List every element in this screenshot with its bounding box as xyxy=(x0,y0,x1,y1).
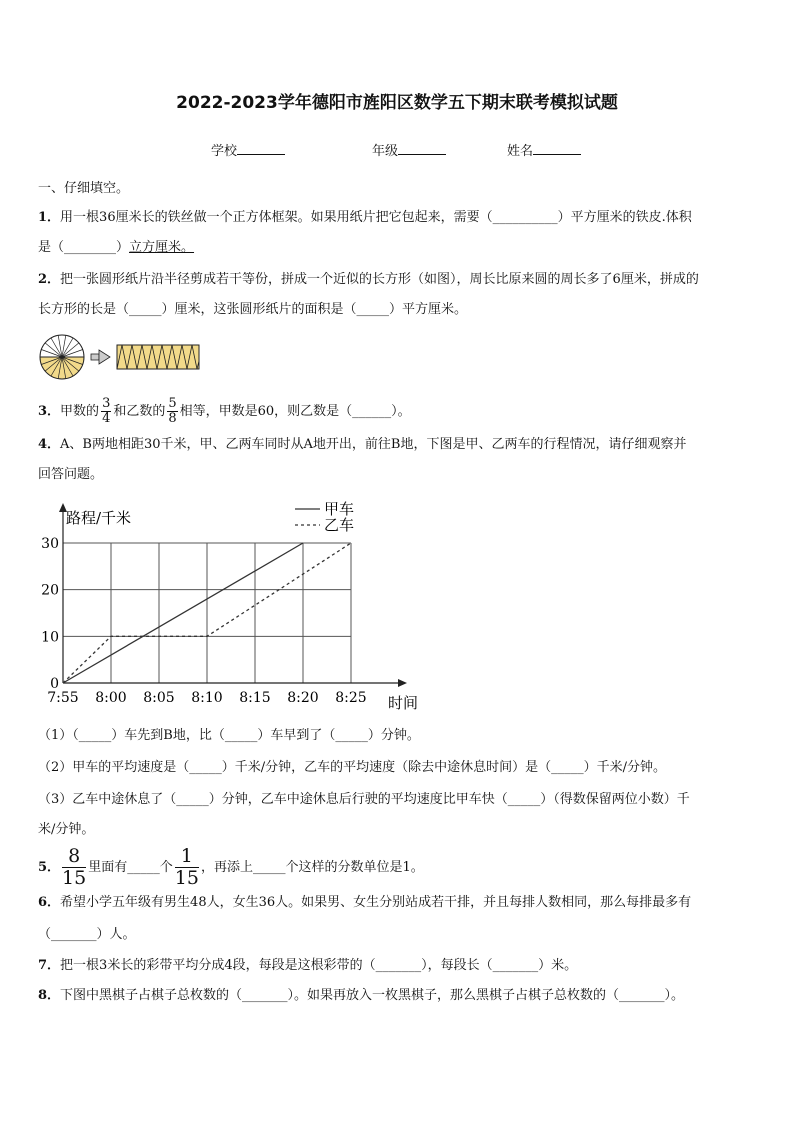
travel-chart xyxy=(30,498,430,713)
question-4-sub-3b: 米/分钟。 xyxy=(38,822,95,837)
question-3-text-c: 相等，甲数是60，则乙数是（______）。 xyxy=(179,404,411,419)
x-tick-label: 7:55 xyxy=(47,690,79,706)
question-1-text-2b: 立方厘米。 xyxy=(129,240,195,255)
question-5 xyxy=(38,846,758,889)
question-4-line-2: 回答问题。 xyxy=(38,467,104,482)
question-4-number: 4． xyxy=(38,437,61,452)
fraction-numerator: 1 xyxy=(175,846,199,868)
y-tick-labels xyxy=(41,536,59,692)
question-2-line-2: 长方形的长是（_____）厘米，这张圆形纸片的面积是（_____）平方厘米。 xyxy=(38,302,468,317)
question-4-sub-2: （2）甲车的平均速度是（_____）千米/分钟，乙车的平均速度（除去中途休息时间）是（_____）千米/分钟。 xyxy=(38,760,667,775)
circle-to-rectangle-figure xyxy=(38,333,203,381)
question-7 xyxy=(38,958,758,974)
question-1-line-2 xyxy=(38,240,758,256)
question-4-text-1: A、B两地相距30千米，甲、乙两车同时从A地开出，前往B地，下图是甲、乙两车的行程情况，请仔细观察并 xyxy=(60,437,687,452)
fraction-3-4 xyxy=(101,397,111,426)
question-1-text-1: 用一根36厘米长的铁丝做一个正方体框架。如果用纸片把它包起来，需要（__________）平方厘米的铁皮.体积 xyxy=(60,210,692,225)
question-3 xyxy=(38,397,758,426)
circle-figure xyxy=(40,335,84,379)
arrow-icon xyxy=(91,350,110,364)
question-3-number: 3． xyxy=(38,404,61,419)
fraction-numerator: 8 xyxy=(62,846,86,868)
page-title: 2022-2023学年德阳市旌阳区数学五下期末联考模拟试题 xyxy=(176,93,618,113)
question-1-text-2a: 是（________） xyxy=(38,240,130,255)
x-tick-label: 8:05 xyxy=(143,690,175,706)
question-4-sub-3a: （3）乙车中途休息了（_____）分钟，乙车中途休息后行驶的平均速度比甲车快（_____）（得数保留两位小数）千 xyxy=(38,792,690,807)
question-1-line-1 xyxy=(38,210,758,226)
chart-grid xyxy=(63,543,351,683)
question-6-number: 6． xyxy=(38,895,61,910)
question-2-number: 2． xyxy=(38,272,61,287)
question-4-sub-1: （1）（_____）车先到B地，比（_____）车早到了（_____）分钟。 xyxy=(38,728,420,743)
y-tick-label: 0 xyxy=(50,676,59,692)
question-1-number: 1． xyxy=(38,210,61,225)
question-7-text: 把一根3米长的彩带平均分成4段，每段是这根彩带的（_______），每段长（_______）米。 xyxy=(60,958,578,973)
x-tick-labels xyxy=(47,690,366,706)
x-tick-label: 8:25 xyxy=(335,690,367,706)
x-tick-label: 8:20 xyxy=(287,690,319,706)
question-3-text-a: 甲数的 xyxy=(60,404,100,419)
grade-blank[interactable] xyxy=(398,142,446,155)
school-field[interactable] xyxy=(211,140,285,159)
fraction-denominator: 8 xyxy=(168,411,177,426)
question-6-text-1: 希望小学五年级有男生48人，女生36人。如果男、女生分别站成若干排，并且每排人数相同，那么每排最多有 xyxy=(60,895,692,910)
fraction-1-15 xyxy=(175,846,199,889)
x-axis-label: 时间 xyxy=(388,694,419,712)
question-8 xyxy=(38,988,758,1004)
name-blank[interactable] xyxy=(533,142,581,155)
question-5-text-b: ，再添上_____个这样的分数单位是1。 xyxy=(200,860,424,875)
section-heading: 一、仔细填空。 xyxy=(38,181,130,196)
school-blank[interactable] xyxy=(237,142,285,155)
question-8-text: 下图中黑棋子占棋子总枚数的（_______）。如果再放入一枚黑棋子，那么黑棋子占棋子总枚数的（_______）。 xyxy=(60,988,685,1003)
question-8-number: 8． xyxy=(38,988,61,1003)
fraction-denominator: 15 xyxy=(174,867,199,889)
y-tick-label: 30 xyxy=(41,536,59,552)
fraction-5-8 xyxy=(167,397,177,426)
question-6-line-2: （_______）人。 xyxy=(38,927,136,942)
fraction-8-15 xyxy=(62,846,86,889)
x-tick-label: 8:10 xyxy=(191,690,223,706)
series-line-甲车 xyxy=(63,543,303,683)
question-5-text-a: 里面有_____个 xyxy=(88,860,173,875)
question-7-number: 7． xyxy=(38,958,61,973)
x-tick-label: 8:00 xyxy=(95,690,127,706)
question-6-line-1 xyxy=(38,895,758,911)
question-4-line-1 xyxy=(38,437,758,453)
legend-label: 乙车 xyxy=(324,516,355,534)
x-tick-label: 8:15 xyxy=(239,690,271,706)
fraction-denominator: 4 xyxy=(102,411,111,426)
grade-field[interactable] xyxy=(372,140,446,159)
question-2-text-1: 把一张圆形纸片沿半径剪成若干等份，拼成一个近似的长方形（如图），周长比原来圆的周长多了6厘米，拼成的 xyxy=(60,272,699,287)
legend-label: 甲车 xyxy=(324,500,355,518)
fraction-numerator: 3 xyxy=(102,396,111,411)
name-field[interactable] xyxy=(507,140,581,159)
fraction-denominator: 15 xyxy=(62,867,87,889)
grade-label: 年级 xyxy=(372,144,399,159)
y-tick-label: 10 xyxy=(41,629,59,646)
question-2-line-1 xyxy=(38,272,758,288)
question-3-text-b: 和乙数的 xyxy=(113,404,166,419)
x-axis-arrow-icon xyxy=(398,679,407,687)
y-axis-label: 路程/千米 xyxy=(66,509,132,527)
question-5-number: 5． xyxy=(38,860,61,875)
fraction-numerator: 5 xyxy=(168,396,177,411)
chart-legend xyxy=(295,500,354,534)
school-label: 学校 xyxy=(211,144,238,159)
rectangle-figure xyxy=(117,345,199,369)
y-tick-label: 20 xyxy=(41,582,59,599)
name-label: 姓名 xyxy=(507,144,534,159)
